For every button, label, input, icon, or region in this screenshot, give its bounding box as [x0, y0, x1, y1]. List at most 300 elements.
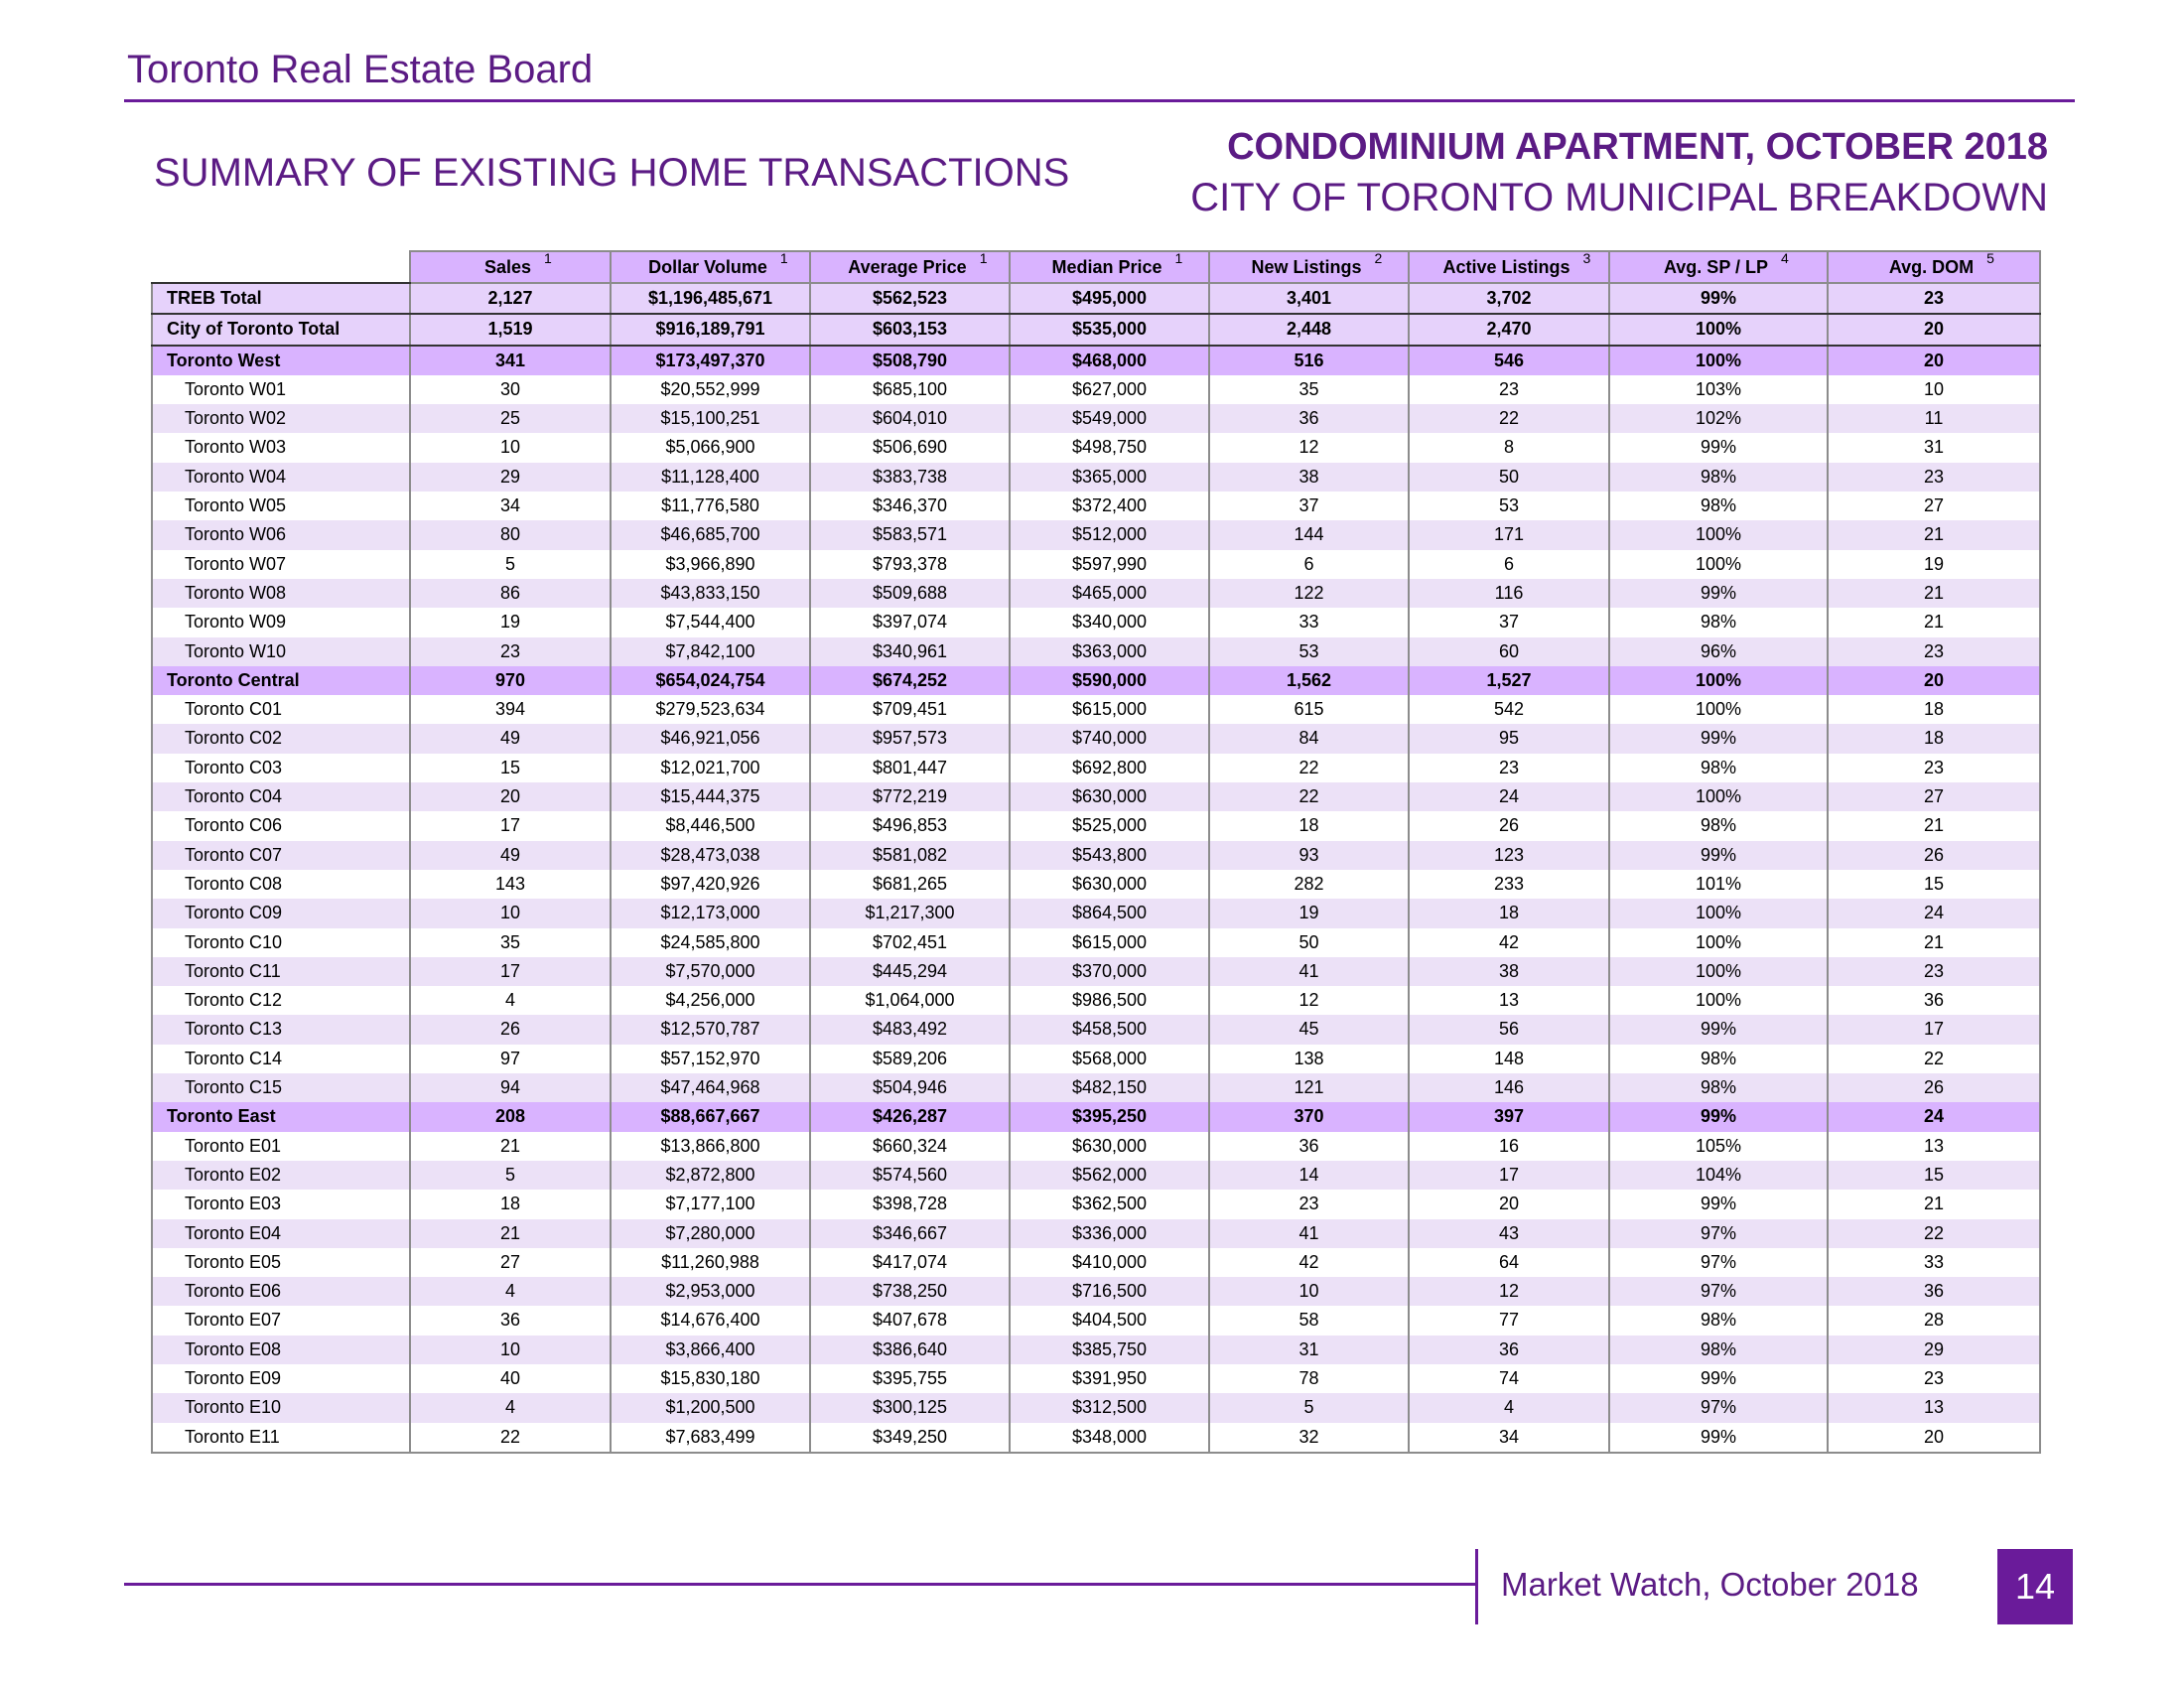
- table-cell: 16: [1409, 1132, 1609, 1161]
- table-cell: $4,256,000: [611, 986, 810, 1015]
- table-cell: $512,000: [1010, 520, 1209, 549]
- table-cell: $738,250: [810, 1277, 1010, 1306]
- table-cell: 60: [1409, 637, 1609, 666]
- column-header-label: Average Price: [848, 257, 967, 277]
- table-cell: $312,500: [1010, 1393, 1209, 1422]
- table-cell: 3,702: [1409, 283, 1609, 314]
- row-area-name: Toronto C08: [152, 870, 410, 899]
- table-cell: 18: [410, 1190, 611, 1218]
- district-row: [152, 492, 2040, 520]
- row-area-name: Toronto W02: [152, 404, 410, 433]
- district-row: [152, 1073, 2040, 1102]
- table-cell: $346,370: [810, 492, 1010, 520]
- district-row: [152, 520, 2040, 549]
- transactions-table-container: [151, 250, 2039, 1454]
- table-cell: $336,000: [1010, 1219, 1209, 1248]
- table-cell: 25: [410, 404, 611, 433]
- table-cell: $615,000: [1010, 695, 1209, 724]
- table-cell: 97%: [1609, 1248, 1828, 1277]
- table-cell: $395,755: [810, 1364, 1010, 1393]
- table-cell: $47,464,968: [611, 1073, 810, 1102]
- table-cell: $495,000: [1010, 283, 1209, 314]
- table-cell: 21: [1828, 928, 2040, 957]
- table-cell: 99%: [1609, 1423, 1828, 1453]
- table-cell: $581,082: [810, 841, 1010, 870]
- district-row: [152, 1161, 2040, 1190]
- table-cell: $1,196,485,671: [611, 283, 810, 314]
- table-cell: 45: [1209, 1015, 1409, 1044]
- column-footnote-marker: 3: [1582, 250, 1591, 266]
- table-cell: 22: [410, 1423, 611, 1453]
- table-cell: 17: [410, 957, 611, 986]
- table-cell: $482,150: [1010, 1073, 1209, 1102]
- table-cell: $483,492: [810, 1015, 1010, 1044]
- table-cell: $7,570,000: [611, 957, 810, 986]
- table-cell: $465,000: [1010, 579, 1209, 608]
- region-row: [152, 346, 2040, 375]
- table-cell: 516: [1209, 346, 1409, 375]
- table-cell: $660,324: [810, 1132, 1010, 1161]
- table-cell: $7,683,499: [611, 1423, 810, 1453]
- column-header: [1409, 251, 1609, 283]
- table-body: [152, 283, 2040, 1453]
- district-row: [152, 957, 2040, 986]
- table-cell: 5: [410, 1161, 611, 1190]
- table-cell: 103%: [1609, 375, 1828, 404]
- table-cell: $370,000: [1010, 957, 1209, 986]
- table-cell: 98%: [1609, 492, 1828, 520]
- table-cell: $395,250: [1010, 1102, 1209, 1131]
- table-cell: 1,562: [1209, 666, 1409, 695]
- table-cell: 23: [1828, 957, 2040, 986]
- table-cell: $12,173,000: [611, 899, 810, 927]
- district-row: [152, 1132, 2040, 1161]
- table-cell: 3,401: [1209, 283, 1409, 314]
- column-footnote-marker: 4: [1781, 250, 1789, 266]
- table-cell: $397,074: [810, 608, 1010, 636]
- table-cell: 26: [1828, 841, 2040, 870]
- column-footnote-marker: 2: [1374, 250, 1383, 266]
- table-cell: $46,685,700: [611, 520, 810, 549]
- table-cell: 8: [1409, 433, 1609, 462]
- table-cell: 42: [1209, 1248, 1409, 1277]
- table-cell: $716,500: [1010, 1277, 1209, 1306]
- table-cell: 28: [1828, 1306, 2040, 1335]
- row-area-name: Toronto W04: [152, 463, 410, 492]
- table-cell: 23: [1828, 283, 2040, 314]
- table-cell: 56: [1409, 1015, 1609, 1044]
- table-cell: 24: [1828, 899, 2040, 927]
- column-header-label: Avg. DOM: [1888, 257, 1975, 277]
- table-cell: $583,571: [810, 520, 1010, 549]
- table-cell: 95: [1409, 724, 1609, 753]
- table-cell: 100%: [1609, 899, 1828, 927]
- row-area-name: Toronto C10: [152, 928, 410, 957]
- table-cell: 96%: [1609, 637, 1828, 666]
- district-row: [152, 1190, 2040, 1218]
- table-cell: $468,000: [1010, 346, 1209, 375]
- table-cell: 99%: [1609, 1364, 1828, 1393]
- table-cell: 15: [1828, 1161, 2040, 1190]
- district-row: [152, 1219, 2040, 1248]
- district-row: [152, 579, 2040, 608]
- table-cell: 171: [1409, 520, 1609, 549]
- table-cell: 22: [1209, 754, 1409, 782]
- table-cell: 100%: [1609, 695, 1828, 724]
- table-cell: $14,676,400: [611, 1306, 810, 1335]
- table-cell: 4: [410, 986, 611, 1015]
- table-cell: 100%: [1609, 550, 1828, 579]
- table-cell: $15,830,180: [611, 1364, 810, 1393]
- table-cell: 36: [1209, 1132, 1409, 1161]
- district-row: [152, 608, 2040, 636]
- total-row: [152, 283, 2040, 314]
- table-cell: $97,420,926: [611, 870, 810, 899]
- column-header: [1828, 251, 2040, 283]
- table-cell: $362,500: [1010, 1190, 1209, 1218]
- summary-heading: SUMMARY OF EXISTING HOME TRANSACTIONS: [154, 151, 1070, 195]
- table-cell: $772,219: [810, 782, 1010, 811]
- table-cell: 41: [1209, 1219, 1409, 1248]
- row-area-name: Toronto C15: [152, 1073, 410, 1102]
- table-cell: $15,444,375: [611, 782, 810, 811]
- district-row: [152, 811, 2040, 840]
- table-cell: $363,000: [1010, 637, 1209, 666]
- row-area-name: Toronto W01: [152, 375, 410, 404]
- table-cell: 78: [1209, 1364, 1409, 1393]
- table-cell: $12,570,787: [611, 1015, 810, 1044]
- total-row: [152, 314, 2040, 345]
- table-cell: 93: [1209, 841, 1409, 870]
- table-cell: $509,688: [810, 579, 1010, 608]
- table-cell: $504,946: [810, 1073, 1010, 1102]
- table-cell: 98%: [1609, 1073, 1828, 1102]
- table-cell: $2,872,800: [611, 1161, 810, 1190]
- district-row: [152, 433, 2040, 462]
- org-title: Toronto Real Estate Board: [127, 48, 594, 91]
- table-cell: 84: [1209, 724, 1409, 753]
- table-cell: 99%: [1609, 724, 1828, 753]
- table-cell: 23: [1409, 375, 1609, 404]
- table-cell: 99%: [1609, 1190, 1828, 1218]
- table-cell: $1,217,300: [810, 899, 1010, 927]
- region-row: [152, 1102, 2040, 1131]
- table-cell: $535,000: [1010, 314, 1209, 345]
- table-cell: 5: [410, 550, 611, 579]
- table-cell: 34: [1409, 1423, 1609, 1453]
- table-cell: $13,866,800: [611, 1132, 810, 1161]
- table-cell: 97%: [1609, 1219, 1828, 1248]
- table-cell: $11,260,988: [611, 1248, 810, 1277]
- table-cell: 29: [1828, 1336, 2040, 1364]
- row-area-name: Toronto E11: [152, 1423, 410, 1453]
- table-cell: 50: [1409, 463, 1609, 492]
- table-cell: 17: [1409, 1161, 1609, 1190]
- district-row: [152, 754, 2040, 782]
- table-cell: 98%: [1609, 811, 1828, 840]
- table-cell: $349,250: [810, 1423, 1010, 1453]
- table-cell: 15: [1828, 870, 2040, 899]
- table-cell: 18: [1409, 899, 1609, 927]
- table-cell: $630,000: [1010, 1132, 1209, 1161]
- table-cell: $709,451: [810, 695, 1010, 724]
- table-cell: 12: [1209, 986, 1409, 1015]
- table-cell: $24,585,800: [611, 928, 810, 957]
- column-header-label: Active Listings: [1442, 257, 1570, 277]
- district-row: [152, 550, 2040, 579]
- table-cell: $11,776,580: [611, 492, 810, 520]
- district-row: [152, 870, 2040, 899]
- table-cell: 6: [1409, 550, 1609, 579]
- table-cell: 4: [410, 1393, 611, 1422]
- table-cell: $2,953,000: [611, 1277, 810, 1306]
- table-cell: 27: [1828, 782, 2040, 811]
- table-cell: 21: [1828, 811, 2040, 840]
- table-cell: $8,446,500: [611, 811, 810, 840]
- table-cell: 97%: [1609, 1277, 1828, 1306]
- district-row: [152, 1306, 2040, 1335]
- table-cell: 10: [410, 433, 611, 462]
- table-cell: $506,690: [810, 433, 1010, 462]
- table-cell: $20,552,999: [611, 375, 810, 404]
- row-area-name: Toronto E01: [152, 1132, 410, 1161]
- table-cell: $12,021,700: [611, 754, 810, 782]
- table-cell: 22: [1828, 1219, 2040, 1248]
- table-cell: $692,800: [1010, 754, 1209, 782]
- table-cell: 98%: [1609, 1045, 1828, 1073]
- table-cell: 5: [1209, 1393, 1409, 1422]
- table-cell: $603,153: [810, 314, 1010, 345]
- row-area-name: City of Toronto Total: [152, 314, 410, 345]
- district-row: [152, 1423, 2040, 1453]
- table-cell: 4: [410, 1277, 611, 1306]
- table-cell: 394: [410, 695, 611, 724]
- row-area-name: Toronto E06: [152, 1277, 410, 1306]
- table-cell: 105%: [1609, 1132, 1828, 1161]
- table-cell: 21: [410, 1219, 611, 1248]
- table-cell: 19: [1209, 899, 1409, 927]
- table-cell: $410,000: [1010, 1248, 1209, 1277]
- table-cell: 101%: [1609, 870, 1828, 899]
- table-cell: 2,448: [1209, 314, 1409, 345]
- table-cell: 10: [1209, 1277, 1409, 1306]
- table-cell: 29: [410, 463, 611, 492]
- table-cell: 36: [1209, 404, 1409, 433]
- row-area-name: Toronto W06: [152, 520, 410, 549]
- table-cell: 99%: [1609, 283, 1828, 314]
- table-cell: $627,000: [1010, 375, 1209, 404]
- column-header-label: Dollar Volume: [648, 257, 767, 277]
- row-area-name: Toronto C09: [152, 899, 410, 927]
- table-cell: 26: [1828, 1073, 2040, 1102]
- table-cell: 80: [410, 520, 611, 549]
- table-cell: 341: [410, 346, 611, 375]
- row-area-name: Toronto E05: [152, 1248, 410, 1277]
- table-cell: $7,177,100: [611, 1190, 810, 1218]
- table-cell: 86: [410, 579, 611, 608]
- table-cell: 21: [1828, 608, 2040, 636]
- table-cell: 121: [1209, 1073, 1409, 1102]
- table-cell: 282: [1209, 870, 1409, 899]
- table-cell: 37: [1409, 608, 1609, 636]
- table-cell: 116: [1409, 579, 1609, 608]
- table-cell: $386,640: [810, 1336, 1010, 1364]
- table-cell: 20: [410, 782, 611, 811]
- column-header: [810, 251, 1010, 283]
- table-cell: 122: [1209, 579, 1409, 608]
- row-area-name: Toronto E04: [152, 1219, 410, 1248]
- table-cell: 100%: [1609, 666, 1828, 695]
- table-cell: 38: [1209, 463, 1409, 492]
- table-cell: 22: [1828, 1045, 2040, 1073]
- report-title: CONDOMINIUM APARTMENT, OCTOBER 2018: [1227, 126, 2048, 168]
- row-area-name: Toronto W08: [152, 579, 410, 608]
- district-row: [152, 463, 2040, 492]
- table-cell: 20: [1409, 1190, 1609, 1218]
- table-cell: 102%: [1609, 404, 1828, 433]
- table-cell: 20: [1828, 1423, 2040, 1453]
- table-cell: 99%: [1609, 433, 1828, 462]
- row-area-name: Toronto C02: [152, 724, 410, 753]
- table-cell: $562,523: [810, 283, 1010, 314]
- column-header: [1010, 251, 1209, 283]
- table-cell: 146: [1409, 1073, 1609, 1102]
- table-cell: $1,200,500: [611, 1393, 810, 1422]
- table-cell: 49: [410, 724, 611, 753]
- table-cell: 50: [1209, 928, 1409, 957]
- table-cell: 98%: [1609, 754, 1828, 782]
- table-cell: 17: [410, 811, 611, 840]
- table-cell: $986,500: [1010, 986, 1209, 1015]
- table-cell: $398,728: [810, 1190, 1010, 1218]
- table-cell: 13: [1409, 986, 1609, 1015]
- table-cell: 100%: [1609, 957, 1828, 986]
- table-cell: $407,678: [810, 1306, 1010, 1335]
- table-cell: $46,921,056: [611, 724, 810, 753]
- table-cell: 49: [410, 841, 611, 870]
- row-area-name: Toronto E07: [152, 1306, 410, 1335]
- district-row: [152, 986, 2040, 1015]
- table-cell: $372,400: [1010, 492, 1209, 520]
- table-cell: 97: [410, 1045, 611, 1073]
- row-area-name: Toronto W07: [152, 550, 410, 579]
- row-area-name: Toronto C11: [152, 957, 410, 986]
- table-cell: 41: [1209, 957, 1409, 986]
- table-cell: 36: [410, 1306, 611, 1335]
- table-cell: 37: [1209, 492, 1409, 520]
- row-area-name: Toronto C06: [152, 811, 410, 840]
- table-cell: 23: [410, 637, 611, 666]
- table-cell: 30: [410, 375, 611, 404]
- table-cell: 97%: [1609, 1393, 1828, 1422]
- table-cell: $549,000: [1010, 404, 1209, 433]
- table-cell: $681,265: [810, 870, 1010, 899]
- column-footnote-marker: 5: [1986, 250, 1994, 266]
- column-footnote-marker: 1: [779, 250, 788, 266]
- table-cell: 98%: [1609, 608, 1828, 636]
- row-area-name: Toronto East: [152, 1102, 410, 1131]
- table-cell: 10: [1828, 375, 2040, 404]
- row-area-name: Toronto E08: [152, 1336, 410, 1364]
- table-cell: $864,500: [1010, 899, 1209, 927]
- table-cell: $340,000: [1010, 608, 1209, 636]
- table-cell: $508,790: [810, 346, 1010, 375]
- table-cell: $43,833,150: [611, 579, 810, 608]
- column-footnote-marker: 1: [1174, 250, 1183, 266]
- column-footnote-marker: 1: [544, 250, 552, 266]
- table-cell: $568,000: [1010, 1045, 1209, 1073]
- row-area-name: TREB Total: [152, 283, 410, 314]
- table-cell: 6: [1209, 550, 1409, 579]
- table-cell: 98%: [1609, 1306, 1828, 1335]
- table-cell: $674,252: [810, 666, 1010, 695]
- row-area-name: Toronto W09: [152, 608, 410, 636]
- table-header-row: [152, 251, 2040, 283]
- table-cell: $365,000: [1010, 463, 1209, 492]
- table-cell: $685,100: [810, 375, 1010, 404]
- table-cell: 98%: [1609, 463, 1828, 492]
- row-area-name: Toronto C03: [152, 754, 410, 782]
- table-cell: 99%: [1609, 579, 1828, 608]
- table-cell: 19: [410, 608, 611, 636]
- table-cell: $630,000: [1010, 870, 1209, 899]
- district-row: [152, 1248, 2040, 1277]
- table-cell: $458,500: [1010, 1015, 1209, 1044]
- table-cell: 233: [1409, 870, 1609, 899]
- table-cell: $654,024,754: [611, 666, 810, 695]
- table-cell: $496,853: [810, 811, 1010, 840]
- table-cell: $916,189,791: [611, 314, 810, 345]
- table-cell: 34: [410, 492, 611, 520]
- table-cell: 148: [1409, 1045, 1609, 1073]
- table-cell: $702,451: [810, 928, 1010, 957]
- table-cell: 21: [1828, 520, 2040, 549]
- table-cell: 23: [1828, 463, 2040, 492]
- table-cell: 31: [1828, 433, 2040, 462]
- table-cell: 18: [1828, 724, 2040, 753]
- column-header: [611, 251, 810, 283]
- table-cell: $88,667,667: [611, 1102, 810, 1131]
- table-cell: $498,750: [1010, 433, 1209, 462]
- table-cell: 143: [410, 870, 611, 899]
- table-cell: $445,294: [810, 957, 1010, 986]
- table-cell: 123: [1409, 841, 1609, 870]
- row-area-name: Toronto E03: [152, 1190, 410, 1218]
- table-cell: $426,287: [810, 1102, 1010, 1131]
- table-cell: 1,519: [410, 314, 611, 345]
- table-cell: 32: [1209, 1423, 1409, 1453]
- table-cell: 21: [1828, 1190, 2040, 1218]
- column-footnote-marker: 1: [979, 250, 988, 266]
- table-cell: $604,010: [810, 404, 1010, 433]
- table-cell: 77: [1409, 1306, 1609, 1335]
- row-area-name: Toronto West: [152, 346, 410, 375]
- table-cell: 94: [410, 1073, 611, 1102]
- transactions-table: [151, 250, 2041, 1454]
- table-cell: 22: [1209, 782, 1409, 811]
- row-area-name: Toronto C14: [152, 1045, 410, 1073]
- district-row: [152, 1364, 2040, 1393]
- row-area-name: Toronto C04: [152, 782, 410, 811]
- row-area-name: Toronto C07: [152, 841, 410, 870]
- table-cell: 21: [1828, 579, 2040, 608]
- table-cell: $7,544,400: [611, 608, 810, 636]
- table-cell: 2,127: [410, 283, 611, 314]
- table-cell: 23: [1409, 754, 1609, 782]
- table-cell: 18: [1209, 811, 1409, 840]
- district-row: [152, 899, 2040, 927]
- table-cell: $801,447: [810, 754, 1010, 782]
